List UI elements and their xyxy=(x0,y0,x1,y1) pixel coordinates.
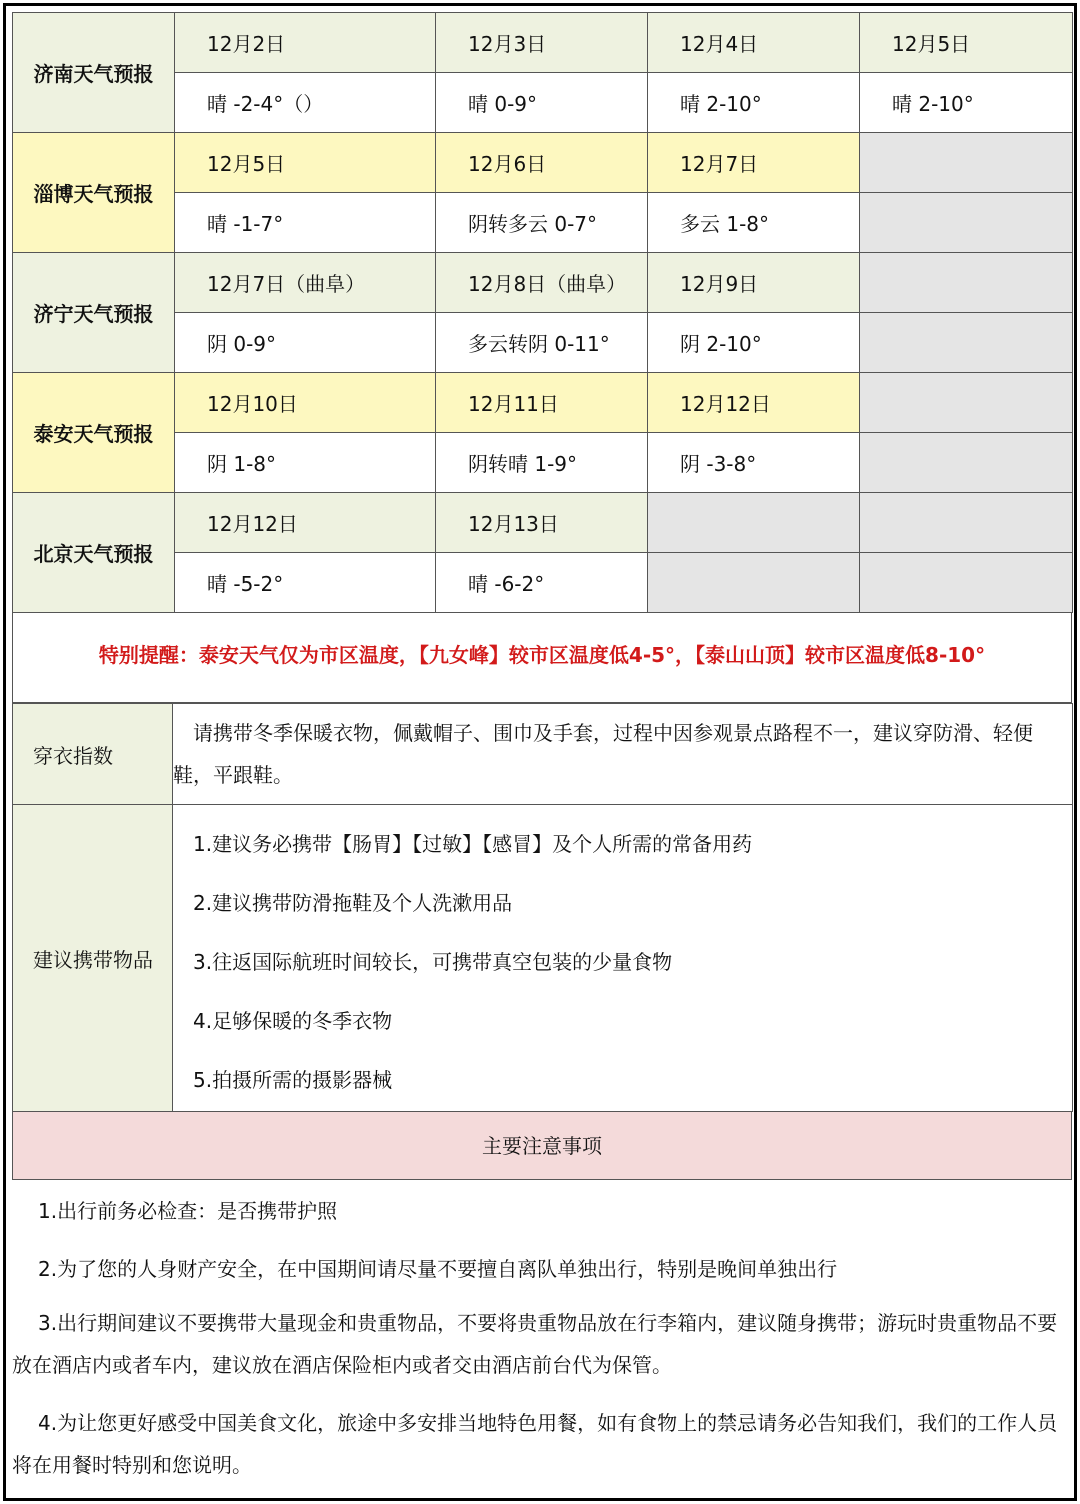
empty-cell xyxy=(648,553,860,613)
forecast-weather: 阴 0-9° xyxy=(175,313,436,373)
empty-cell xyxy=(860,133,1073,193)
forecast-date: 12月2日 xyxy=(175,13,436,73)
forecast-date: 12月12日 xyxy=(175,493,436,553)
empty-cell xyxy=(648,493,860,553)
forecast-date-row xyxy=(13,373,1073,433)
forecast-date: 12月12日 xyxy=(648,373,860,433)
city-name: 济南天气预报 xyxy=(13,13,175,133)
forecast-date: 12月3日 xyxy=(436,13,648,73)
empty-cell xyxy=(860,313,1073,373)
forecast-weather: 阴 -3-8° xyxy=(648,433,860,493)
city-name: 济宁天气预报 xyxy=(13,253,175,373)
forecast-weather: 晴 0-9° xyxy=(436,73,648,133)
empty-cell xyxy=(860,433,1073,493)
forecast-date: 12月5日 xyxy=(175,133,436,193)
content xyxy=(12,12,1072,1501)
notes-title: 主要注意事项 xyxy=(12,1112,1072,1180)
forecast-weather: 阴 1-8° xyxy=(175,433,436,493)
empty-cell xyxy=(860,193,1073,253)
forecast-weather: 阴转晴 1-9° xyxy=(436,433,648,493)
items-list xyxy=(173,805,1073,1112)
forecast-weather: 晴 -1-7° xyxy=(175,193,436,253)
forecast-weather: 晴 -6-2° xyxy=(436,553,648,613)
list-item: 1.建议务必携带【肠胃】【过敏】【感冒】及个人所需的常备用药 xyxy=(193,831,753,856)
empty-cell xyxy=(860,493,1073,553)
page-frame xyxy=(3,3,1077,1501)
forecast-date: 12月5日 xyxy=(860,13,1073,73)
forecast-weather: 阴 2-10° xyxy=(648,313,860,373)
forecast-weather: 阴转多云 0-7° xyxy=(436,193,648,253)
forecast-date-row xyxy=(13,13,1073,73)
city-name: 淄博天气预报 xyxy=(13,133,175,253)
forecast-date: 12月8日（曲阜） xyxy=(436,253,648,313)
forecast-date-row xyxy=(13,493,1073,553)
empty-cell xyxy=(860,253,1073,313)
forecast-date: 12月7日（曲阜） xyxy=(175,253,436,313)
list-item: 4.为让您更好感受中国美食文化，旅途中多安排当地特色用餐，如有食物上的禁忌请务必告知我们，我们的工作人员将在用餐时特别和您说明。 xyxy=(12,1411,1058,1477)
items-label: 建议携带物品 xyxy=(13,805,173,1112)
list-item: 1.出行前务必检查：是否携带护照 xyxy=(38,1199,338,1223)
forecast-weather: 多云转阴 0-11° xyxy=(436,313,648,373)
forecast-weather: 晴 2-10° xyxy=(860,73,1073,133)
advice-table xyxy=(12,703,1073,1112)
city-name: 泰安天气预报 xyxy=(13,373,175,493)
forecast-date: 12月4日 xyxy=(648,13,860,73)
forecast-date: 12月6日 xyxy=(436,133,648,193)
forecast-weather: 晴 -2-4°（） xyxy=(175,73,436,133)
empty-cell xyxy=(860,553,1073,613)
forecast-weather: 晴 -5-2° xyxy=(175,553,436,613)
list-item: 2.建议携带防滑拖鞋及个人洗漱用品 xyxy=(193,890,513,915)
empty-cell xyxy=(860,373,1073,433)
list-item: 2.为了您的人身财产安全，在中国期间请尽量不要擅自离队单独出行，特别是晚间单独出行 xyxy=(38,1257,838,1281)
city-name: 北京天气预报 xyxy=(13,493,175,613)
forecast-weather: 晴 2-10° xyxy=(648,73,860,133)
forecast-date: 12月9日 xyxy=(648,253,860,313)
list-item: 4.足够保暖的冬季衣物 xyxy=(193,1008,393,1033)
clothing-row xyxy=(13,704,1073,805)
special-notice: 特别提醒：泰安天气仅为市区温度，【九女峰】较市区温度低4-5°，【泰山山顶】较市区温度低8-10° xyxy=(12,613,1072,703)
clothing-text: 请携带冬季保暖衣物，佩戴帽子、围巾及手套，过程中因参观景点路程不一，建议穿防滑、轻便鞋，平跟鞋。 xyxy=(173,704,1073,805)
forecast-date: 12月13日 xyxy=(436,493,648,553)
forecast-weather: 多云 1-8° xyxy=(648,193,860,253)
forecast-date-row xyxy=(13,253,1073,313)
forecast-date-row xyxy=(13,133,1073,193)
forecast-date: 12月10日 xyxy=(175,373,436,433)
weather-forecast-table xyxy=(12,12,1073,613)
forecast-date: 12月11日 xyxy=(436,373,648,433)
clothing-label: 穿衣指数 xyxy=(13,704,173,805)
list-item: 3.往返国际航班时间较长，可携带真空包装的少量食物 xyxy=(193,949,673,974)
notes-list xyxy=(12,1180,1072,1486)
list-item: 3.出行期间建议不要携带大量现金和贵重物品，不要将贵重物品放在行李箱内，建议随身携带；游玩时贵重物品不要放在酒店内或者车内，建议放在酒店保险柜内或者交由酒店前台代为保管。 xyxy=(12,1311,1058,1377)
items-row xyxy=(13,805,1073,1112)
list-item: 5.拍摄所需的摄影器械 xyxy=(193,1067,393,1092)
forecast-date: 12月7日 xyxy=(648,133,860,193)
